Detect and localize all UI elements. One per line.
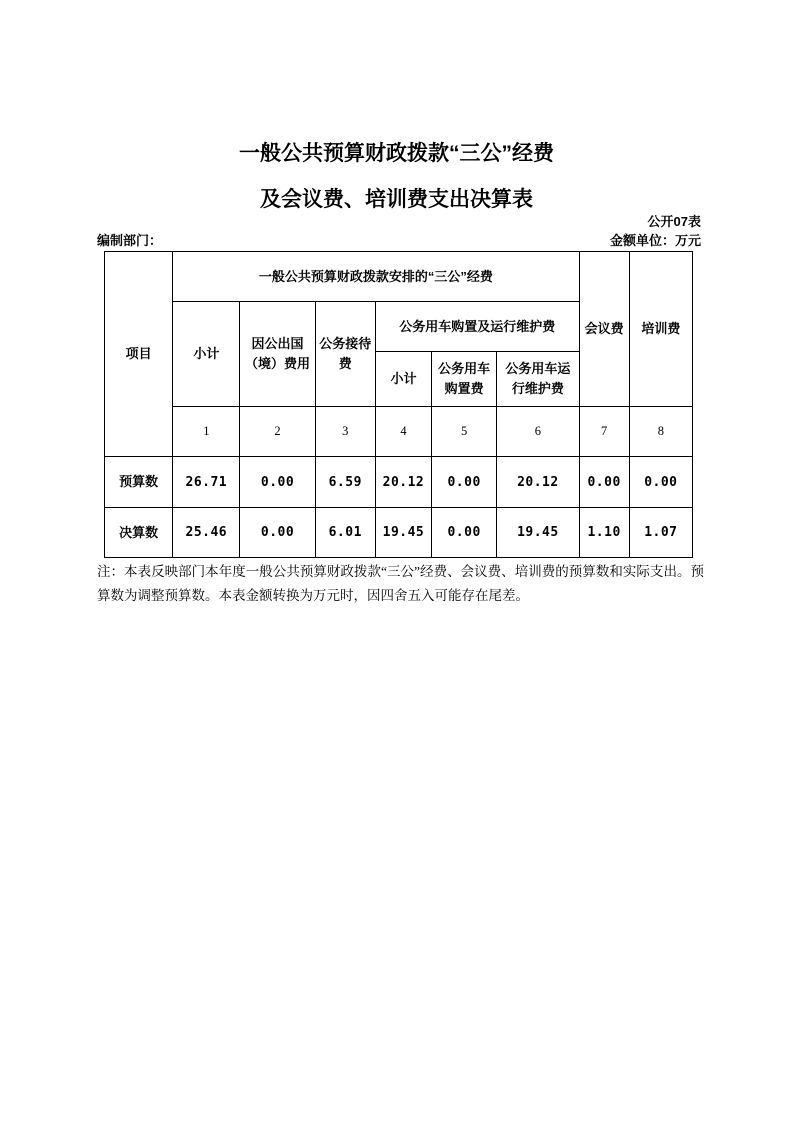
final-vehicle-purchase: 0.00 (432, 508, 497, 558)
header-sangong-group: 一般公共预算财政拨款安排的“三公”经费 (173, 252, 579, 302)
header-vehicle-group: 公务用车购置及运行维护费 (375, 302, 579, 352)
final-subtotal: 25.46 (173, 508, 240, 558)
budget-vehicle-maintenance: 20.12 (497, 457, 579, 508)
table-code-label: 公开07表 (647, 214, 701, 229)
table-row-budget (105, 457, 693, 508)
column-number-4: 4 (375, 407, 431, 457)
budget-meeting: 0.00 (579, 457, 629, 508)
final-reception: 6.01 (315, 508, 375, 558)
column-number-8: 8 (629, 407, 692, 457)
final-vehicle-subtotal: 19.45 (375, 508, 431, 558)
unit-label: 金额单位：万元 (609, 233, 701, 248)
document-title-line1: 一般公共预算财政拨款“三公”经费 (239, 142, 554, 165)
column-number-row (105, 407, 693, 457)
final-training: 1.07 (629, 508, 692, 558)
column-number-6: 6 (497, 407, 579, 457)
document-title (0, 141, 793, 212)
column-number-2: 2 (240, 407, 315, 457)
header-vehicle-purchase: 公务用车购置费 (432, 352, 497, 407)
budget-abroad: 0.00 (240, 457, 315, 508)
budget-training: 0.00 (629, 457, 692, 508)
header-meeting-fee: 会议费 (579, 252, 629, 407)
department-label: 编制部门： (97, 233, 163, 248)
budget-vehicle-purchase: 0.00 (432, 457, 497, 508)
header-training-fee: 培训费 (629, 252, 692, 407)
header-vehicle-maintenance: 公务用车运行维护费 (497, 352, 579, 407)
column-number-5: 5 (432, 407, 497, 457)
budget-reception: 6.59 (315, 457, 375, 508)
header-reception-fee: 公务接待费 (315, 302, 375, 407)
budget-vehicle-subtotal: 20.12 (375, 457, 431, 508)
final-meeting: 1.10 (579, 508, 629, 558)
sangong-expense-table (104, 251, 693, 558)
header-abroad-fee: 因公出国（境）费用 (240, 302, 315, 407)
header-vehicle-subtotal: 小计 (375, 352, 431, 407)
table-row-final (105, 508, 693, 558)
header-subtotal: 小计 (173, 302, 240, 407)
final-vehicle-maintenance: 19.45 (497, 508, 579, 558)
footnote: 注：本表反映部门本年度一般公共预算财政拨款“三公”经费、会议费、培训费的预算数和实际支出。预算数为调整预算数。本表金额转换为万元时，因四舍五入可能存在尾差。 (97, 564, 704, 603)
column-number-1: 1 (173, 407, 240, 457)
meta-row (97, 232, 701, 250)
document-title-line2: 及会议费、培训费支出决算表 (260, 188, 533, 211)
final-abroad: 0.00 (240, 508, 315, 558)
column-number-7: 7 (579, 407, 629, 457)
header-item: 项目 (105, 252, 173, 457)
row-label-final: 决算数 (105, 508, 173, 558)
budget-subtotal: 26.71 (173, 457, 240, 508)
row-label-budget: 预算数 (105, 457, 173, 508)
column-number-3: 3 (315, 407, 375, 457)
